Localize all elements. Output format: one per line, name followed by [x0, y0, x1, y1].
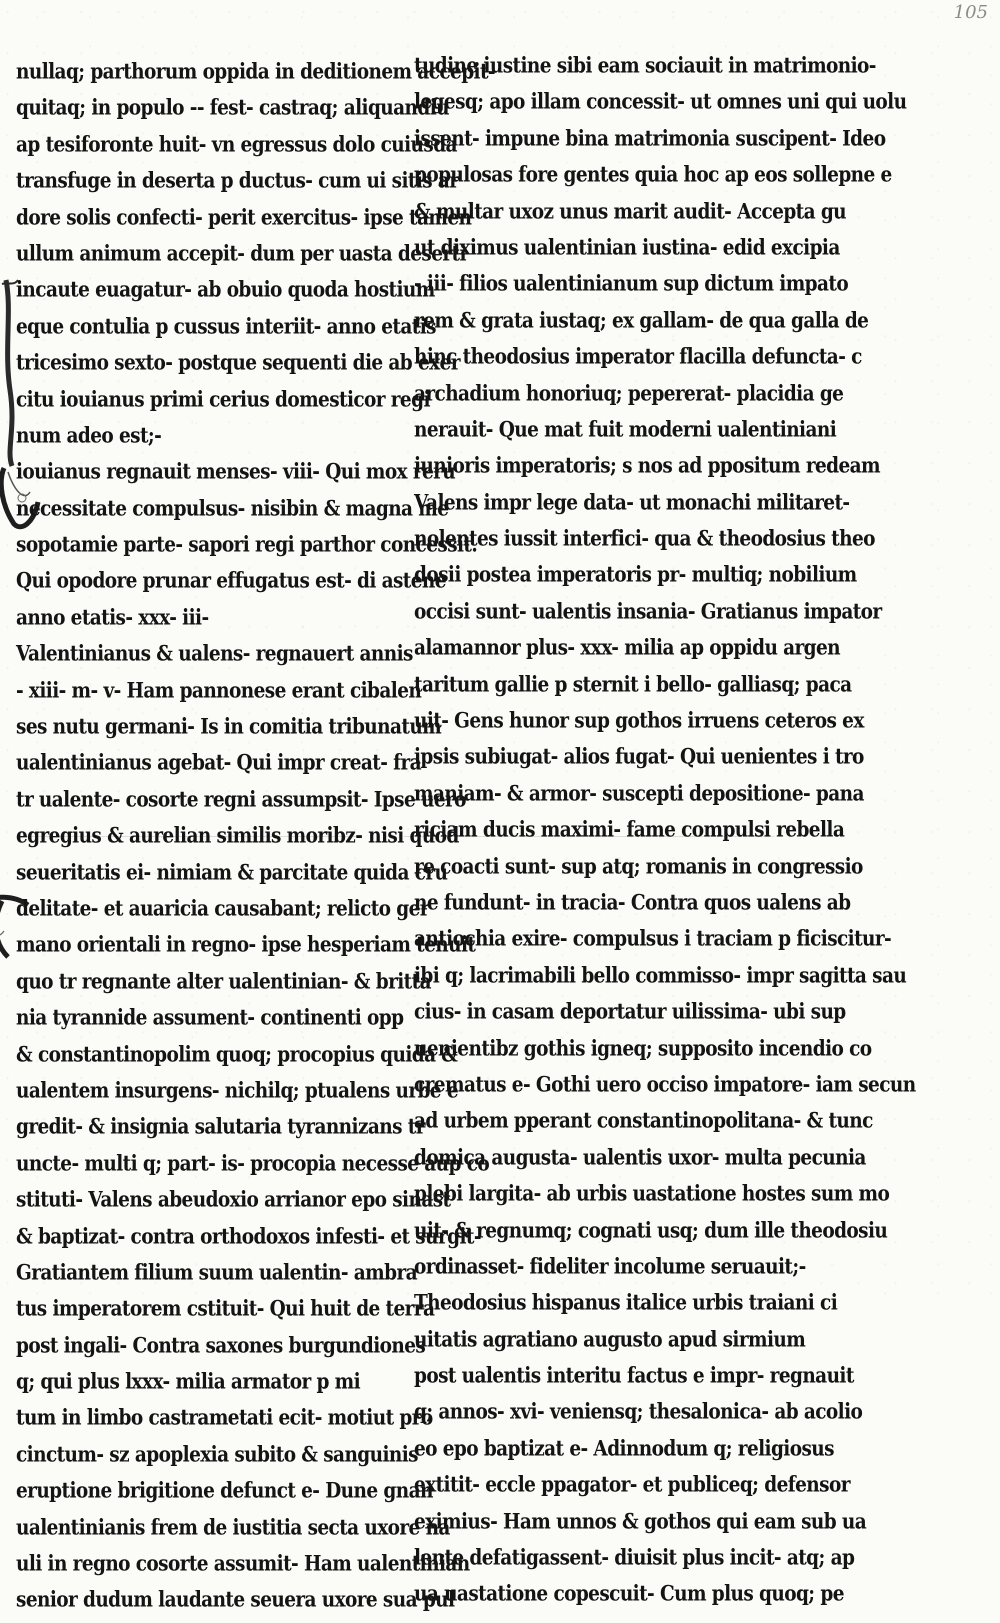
manuscript-line: mano orientali in regno- ipse hesperiam tenuit: [16, 933, 476, 958]
manuscript-line: cinctum- sz apoplexia subito & sanguinis: [16, 1442, 418, 1468]
manuscript-line: ipsis subiugat- alios fugat- Qui uenientes i tro: [414, 745, 864, 770]
manuscript-line: hinc theodosius imperator flacilla defuncta- c: [414, 344, 862, 370]
manuscript-line: - iii- filios ualentinianum sup dictum impato: [414, 272, 849, 297]
manuscript-line: Qui opodore prunar effugatus est- di astene: [16, 569, 446, 594]
manuscript-line: tum in limbo castrametati ecit- motiut pro: [16, 1406, 433, 1431]
manuscript-line: uitatis agratiano augusto apud sirmium: [414, 1327, 806, 1353]
manuscript-line: iouianus regnauit menses- viii- Qui mox reru: [16, 459, 456, 485]
manuscript-line: delitate- et auaricia causabant; relicto ger: [16, 896, 429, 922]
manuscript-line: nerauit- Que mat fuit moderni ualentiniani: [414, 417, 837, 443]
manuscript-line: nullaq; parthorum oppida in deditionem accepit-: [16, 59, 495, 85]
manuscript-line: populosas fore gentes quia hoc ap eos sollepne e: [414, 162, 892, 188]
manuscript-line: riciam ducis maximi- fame compulsi rebella: [414, 817, 845, 843]
manuscript-line: dosii postea imperatoris pr- multiq; nobilium: [414, 563, 857, 588]
manuscript-line: domica augusta- ualentis uxor- multa pecunia: [414, 1145, 866, 1171]
manuscript-line: ualentinianis frem de iustitia secta uxore na: [16, 1515, 450, 1541]
text-column-left: [16, 56, 495, 1621]
manuscript-line: ua uastatione copescuit- Cum plus quoq; pe: [414, 1582, 844, 1607]
manuscript-line: Valens impr lege data- ut monachi militaret-: [414, 490, 850, 516]
manuscript-line: eo epo baptizat e- Adinnodum q; religiosus: [414, 1436, 834, 1462]
manuscript-line: quitaq; in populo -- fest- castraq; aliquandiu: [16, 96, 449, 121]
manuscript-line: uenientibz gothis igneq; supposito incendio co: [414, 1036, 872, 1062]
manuscript-line: sopotamie parte- sapori regi parthor concessit.: [16, 532, 478, 558]
text-column-right: [414, 50, 916, 1615]
manuscript-line: antiochia exire- compulsus i traciam p ficiscitur-: [414, 927, 892, 952]
manuscript-line: & baptizat- contra orthodoxos infesti- et surgit-: [16, 1224, 481, 1249]
manuscript-line: archadium honoriuq; pepererat- placidia ge: [414, 381, 844, 406]
manuscript-line: ap tesiforonte huit- vn egressus dolo cuiusda: [16, 132, 457, 158]
manuscript-line: nolentes iussit interfici- qua & theodosius theo: [414, 526, 875, 552]
manuscript-line: citu iouianus primi cerius domesticor regi: [16, 387, 430, 412]
manuscript-line: necessitate compulsus- nisibin & magna me: [16, 496, 449, 522]
manuscript-line: issent- impune bina matrimonia suscipent- Ideo: [414, 126, 886, 152]
manuscript-line: anno etatis- xxx- iii-: [16, 605, 209, 631]
manuscript-line: uli in regno cosorte assumit- Ham ualentinian: [16, 1551, 470, 1577]
manuscript-line: eque contulia p cussus interiit- anno etatis: [16, 314, 436, 340]
manuscript-line: ses nutu germani- Is in comitia tribunatum: [16, 714, 442, 740]
manuscript-line: taritum gallie p sternit i bello- galliasq; paca: [414, 672, 852, 698]
manuscript-line: nia tyrannide assument- continenti opp: [16, 1005, 404, 1031]
manuscript-line: num adeo est;-: [16, 423, 162, 449]
manuscript-line: Gratiantem filium suum ualentin- ambra: [16, 1260, 417, 1286]
manuscript-line: Valentinianus & ualens- regnauert annis: [16, 641, 413, 667]
manuscript-line: uncte- multi q; part- is- procopia necesse aup co: [16, 1151, 490, 1177]
manuscript-line: cius- in casam deportatur uilissima- ubi sup: [414, 999, 846, 1025]
folio-number: 105: [953, 2, 988, 23]
manuscript-line: alamannor plus- xxx- milia ap oppidu argen: [414, 635, 841, 661]
manuscript-line: incaute euagatur- ab obuio quoda hostium: [16, 278, 435, 303]
manuscript-line: transfuge in deserta p ductus- cum ui sitis ar: [16, 168, 459, 194]
manuscript-line: ordinasset- fideliter incolume seruauit;-: [414, 1254, 806, 1280]
manuscript-line: legesq; apo illam concessit- ut omnes uni qui uolu: [414, 90, 907, 115]
manuscript-line: re coacti sunt- sup atq; romanis in congressio: [414, 854, 863, 880]
manuscript-line: ut diximus ualentinian iustina- edid excipia: [414, 235, 840, 261]
manuscript-line: quo tr regnante alter ualentinian- & britta: [16, 969, 431, 995]
manuscript-line: uit- & regnumq; cognati usq; dum ille theodosiu: [414, 1218, 888, 1243]
manuscript-line: gredit- & insignia salutaria tyrannizans tr: [16, 1115, 425, 1140]
manuscript-line: uit- Gens hunor sup gothos irruens ceteros ex: [414, 708, 864, 734]
manuscript-line: post ualentis interitu factus e impr- regnauit: [414, 1363, 854, 1389]
manuscript-line: q; annos- xvi- veniensq; thesalonica- ab acolio: [414, 1400, 863, 1425]
manuscript-line: ualentinianus agebat- Qui impr creat- fra: [16, 751, 422, 776]
manuscript-line: tus imperatorem cstituit- Qui huit de terra: [16, 1296, 435, 1322]
manuscript-line: seueritatis ei- nimiam & parcitate quida cru: [16, 860, 448, 886]
manuscript-line: crematus e- Gothi uero occiso impatore- iam secun: [414, 1072, 916, 1098]
manuscript-line: ne fundunt- in tracia- Contra quos ualens ab: [414, 890, 851, 916]
manuscript-line: occisi sunt- ualentis insania- Gratianus impator: [414, 599, 882, 625]
manuscript-line: tricesimo sexto- postque sequenti die ab exer: [16, 350, 460, 376]
manuscript-line: q; qui plus lxxx- milia armator p mi: [16, 1369, 361, 1395]
manuscript-line: senior dudum laudante seuera uxore sua pul: [16, 1588, 455, 1613]
manuscript-line: & constantinopolim quoq; procopius quida &: [16, 1042, 458, 1068]
manuscript-line: - xiii- m- v- Ham pannonese erant cibalen: [16, 678, 422, 704]
manuscript-line: extitit- eccle ppagator- et publiceq; defensor: [414, 1472, 850, 1498]
manuscript-line: lente defatigassent- diuisit plus incit- atq; ap: [414, 1545, 855, 1571]
manuscript-line: dore solis confecti- perit exercitus- ipse tamen: [16, 205, 472, 231]
manuscript-line: rem & grata iustaq; ex gallam- de qua galla de: [414, 308, 869, 334]
manuscript-line: ullum animum accepit- dum per uasta deserti: [16, 241, 466, 267]
manuscript-line: plebi largita- ab urbis uastatione hostes sum mo: [414, 1181, 890, 1207]
manuscript-line: post ingali- Contra saxones burgundiones: [16, 1333, 426, 1359]
manuscript-line: ualentem insurgens- nichilq; ptualens urbe e: [16, 1078, 458, 1104]
manuscript-line: egregius & aurelian similis moribz- nisi quod: [16, 823, 459, 849]
manuscript-line: tr ualente- cosorte regni assumpsit- Ipse uero: [16, 787, 466, 813]
manuscript-line: stituti- Valens abeudoxio arrianor epo sinast: [16, 1187, 451, 1213]
manuscript-line: eruptione brigitione defunct e- Dune gnan: [16, 1478, 433, 1504]
manuscript-line: ad urbem pperant constantinopolitana- & tunc: [414, 1109, 873, 1134]
manuscript-line: eximius- Ham unnos & gothos qui eam sub ua: [414, 1509, 867, 1535]
manuscript-line: tudine iustine sibi eam sociauit in matrimonio-: [414, 53, 876, 79]
manuscript-line: & multar uxoz unus marit audit- Accepta gu: [414, 199, 847, 225]
manuscript-line: Theodosius hispanus italice urbis traiani ci: [414, 1290, 838, 1316]
manuscript-line: ibi q; lacrimabili bello commisso- impr sagitta sau: [414, 963, 907, 989]
manuscript-line: iunioris imperatoris; s nos ad ppositum redeam: [414, 453, 881, 479]
manuscript-line: maniam- & armor- suscepti depositione- pana: [414, 781, 864, 807]
